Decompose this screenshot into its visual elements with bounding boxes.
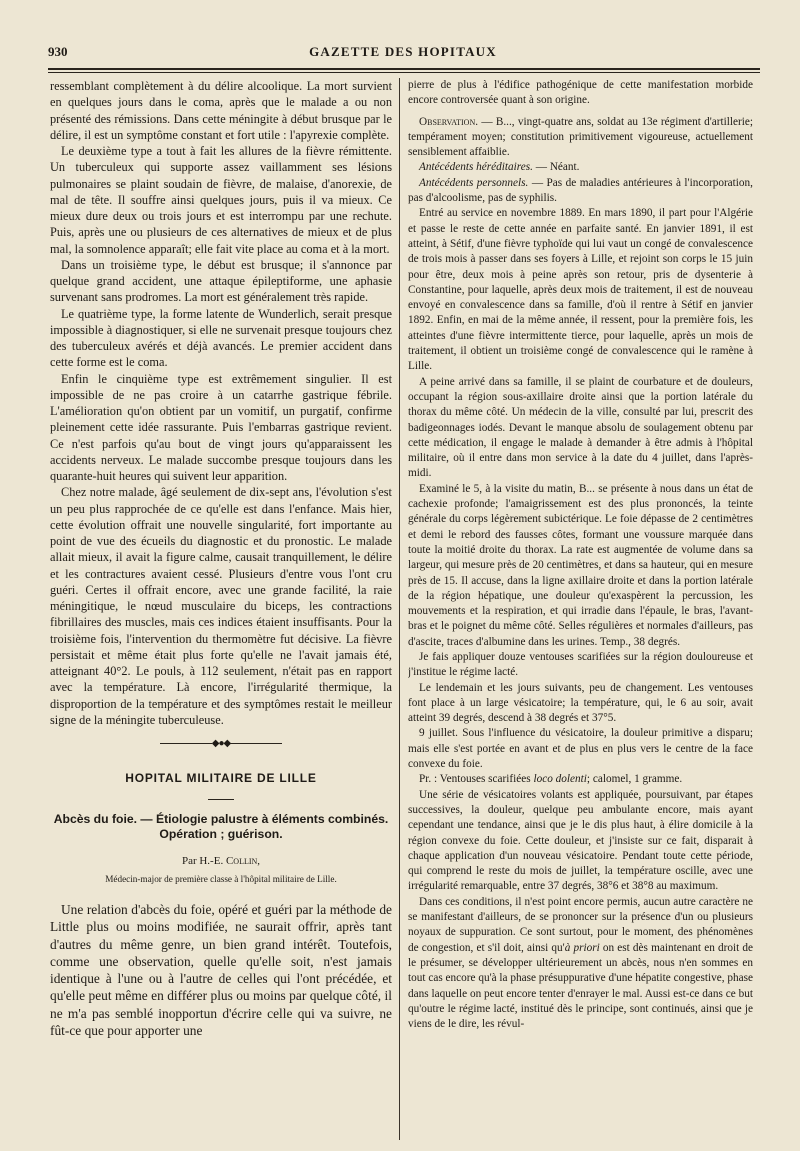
paragraph: Le quatrième type, la forme latente de Wunderlich, serait presque impossible à diagnostiquer, si elle ne survenait presque toujours chez des tuberculeux avérés et déjà avancés. Le premier accident dans cette forme est le coma. [50,306,392,370]
paragraph: Le deuxième type a tout à fait les allures de la fièvre rémittente. Un tuberculeux qui supporte assez vaillamment ses lésions pulmonaires se plaint soudain de fièvre, de malaise, d'anorexie, de mal de tête. Il souffre ainsi quelques jours, puis il va mieux. Ce mieux dure deux ou trois jours et est interrompu par une rechute. Puis, après une ou plusieurs de ces alternatives de mieux et de plus mal, la somnolence apparaît; elle fait vite place au coma et à la mort. [50,144,392,256]
article-title: Abcès du foie. — Étiologie palustre à éléments combinés. Opération ; guérison. [53,811,389,841]
journal-title: GAZETTE DES HOPITAUX [309,44,497,59]
pr-prefix: Pr. : Ventouses scarifiées [419,773,534,786]
paragraph [408,895,753,1033]
page-number: 930 [48,44,68,59]
left-column [50,78,392,1138]
antecedents-personnels [408,176,753,207]
right-column [408,78,753,1138]
page-header [48,44,758,64]
author-line [50,853,392,869]
paragraph: Chez notre malade, âgé seulement de dix-sept ans, l'évolution s'est un peu plus rapprochée de ce qu'elle est dans l'enfance. Mais hier, cette évolution offrait une nouvelle singularité, fort importante au point de vue des écueils du diagnostic et du pronostic. Le malade allait mieux, il avait la figure calme, causait tranquillement, le délire et les contractures avaient cessé. Plusieurs d'entre vous l'ont cru guéri. Certes il offrait encore, avec une grande facilité, la raie méningitique, le nœud musculaire du biceps, les contractions fibrillaires des muscles, mais ces indices étaient insuffisants. Pour la troisième fois, l'intervention du thermomètre fut décisive. La fièvre persistait et même était plus forte qu'elle ne l'avait jamais été, atteignant 40°2. Le pouls, à 112 seulement, n'était pas en rapport avec la température. Là encore, l'irrégularité thermique, la disproportion de la température et des symptômes restait le meilleur signe de la méningite tuberculeuse. [50,485,392,727]
paragraph: Le lendemain et les jours suivants, peu de changement. Les ventouses font place à un large vésicatoire; la température, qui, le 6 au soir, avait atteint 39 degrés, descend à 38 degrés et 37°5. [408,681,753,725]
paragraph: Je fais appliquer douze ventouses scarifiées sur la région douloureuse et j'institue le régime lacté. [408,650,753,679]
observation-label: Observation. [419,115,479,128]
pr-italic: loco dolenti [533,773,587,786]
author-name: Collin, [225,854,261,867]
author-affiliation: Médecin-major de première classe à l'hôpital militaire de Lille. [105,873,337,884]
lead-paragraph: Une relation d'abcès du foie, opéré et guéri par la méthode de Little plus ou moins modifiée, ne saurait offrir, après tant d'autres du même genre, un bien grand intérêt. Toutefois, comme une observation, quelle qu'elle soit, n'est jamais identique à l'une ou à l'autre de celles qui l'ont précédée, et qu'elle peut même en différer plus ou moins par quelque côté, il ne m'a pas semblé inopportun d'écrire celle qui va suivre, ne fût-ce que pour apporter une [50,902,392,1039]
paragraph: A peine arrivé dans sa famille, il se plaint de courbature et de douleurs, occupant la région sous-axillaire droite ainsi que la portion latérale du thorax du même côté. Un médecin de la ville, consulté par lui, prescrit des badigeonnages iodés. Devant le manque absolu de soulagement obtenu par cette médication, il engage le malade à demander à être admis à l'hôpital militaire, où il entre dans mon service à la date du 4 juillet, dans l'après-midi. [408,375,753,480]
section-ornament: ◆●◆ [50,736,392,752]
prescription-paragraph [408,772,753,787]
dans-b: on est dès maintenant en droit de le présumer, se développer ultérieurement un abcès, nous n'en sommes en tout cas encore qu'à la phase présuppurative d'une hépatite congestive, phase dans laquelle on peut encore tenter d'enrayer le mal. Aussi est-ce dans ce but qu'outre le régime lacté, institué dès le principe, sont continués, ainsi que je viens de le dire, les révul- [408,941,753,1031]
paragraph: 9 juillet. Sous l'influence du vésicatoire, la douleur primitive a disparu; mais elle s'est portée en avant et de plus en plus vers le centre de la face convexe du foie. [408,727,753,771]
paragraph: Examiné le 5, à la visite du matin, B... se présente à nous dans un état de cachexie profonde; l'amaigrissement est des plus prononcés, la teinte générale du corps légèrement subictérique. Le foie dépasse de 2 centimètres et demi le rebord des fausses côtes, formant une voussure marquée dans toute la moitié droite du thorax. La rate est augmentée de volume dans sa largeur, qui mesure près de 20 centimètres, et dans sa hauteur, qui en mesure près de 15. Il accuse, dans la ligne axillaire droite et dans la portion latérale de la région hépatique, une douleur qu'exaspèrent la percussion, les mouvements et la respiration, et qui irradie dans l'épaule, le bras, l'avant-bras et le poignet du même côté. Selles régulières et normales d'ailleurs, pas d'ascite, traces d'albumine dans les urines. Temp., 38 degrés. [408,482,753,648]
header-rule-thin [48,72,760,73]
dans-italic: à priori [564,941,600,954]
header-rule [48,68,760,70]
paragraph: ressemblant complètement à du délire alcoolique. La mort survient en quelques jours dans le coma, après que le malade a ou non présenté des rémissions. Dans cette méningite à début brusque par le délire, il est un symptôme constant et fort utile : l'apyrexie complète. [50,79,392,142]
observation-text: — B..., vingt-quatre ans, soldat au 13e régiment d'artillerie; tempérament moyen; constitution primitivement vigoureuse, actuellement sensiblement affaiblie. [408,115,753,159]
section-title: HOPITAL MILITAIRE DE LILLE [125,771,317,786]
pr-suffix: ; calomel, 1 gramme. [586,773,683,786]
section-rule [208,799,234,800]
antecedents-hereditaires [408,160,753,175]
paragraph: Dans un troisième type, le début est brusque; il s'annonce par quelque grand accident, une attaque épileptiforme, une aphasie survenant sans prodromes. La mort est généralement très rapide. [50,257,392,305]
antecedents-pers-label: Antécédents personnels. [419,176,529,189]
antecedents-hered-text: — Néant. [532,161,580,174]
antecedents-pers-text: — Pas de maladies antérieures à l'incorporation, pas d'alcoolisme, pas de syphilis. [408,176,753,205]
column-divider [399,78,400,1140]
dans-a: Dans ces conditions, il n'est point encore permis, aucun autre caractère ne se manifestant d'ailleurs, de se prononcer sur la présence d'un ou plusieurs noyaux de suppuration. Ce sont surtout, pour le moment, des phénomènes de congestion, et s'il doit, ainsi qu' [408,895,753,954]
paragraph: Entré au service en novembre 1889. En mars 1890, il part pour l'Algérie et passe le reste de cette année en parfaite santé. En janvier 1891, il est atteint, à Sétif, d'une fièvre typhoïde qui lui vaut un congé de convalescence de trois mois à passer dans ses foyers à Lille, et rejoint son corps le 15 juin pour être, deux mois à peine après son retour, pris de dysenterie à Constantine, pour laquelle, après deux mois de traitement, il est de nouveau envoyé en convalescence dans sa famille, d'où il rentre à Sétif en janvier 1892. Enfin, en mai de la même année, il ressent, pour la première fois, les atteintes d'une fièvre intermittente tierce, pour laquelle, après un mois de traitement, il obtient un troisième congé de convalescence qui le ramène à Lille. [408,207,753,373]
author-prefix: Par H.-E. [181,854,226,867]
observation-paragraph [408,115,753,161]
paragraph: Enfin le cinquième type est extrêmement singulier. Il est impossible de ne pas croire à un catarrhe gastrique fébrile. L'amélioration qu'on obtient par un vomitif, un purgatif, confirme pleinement cette idée rassurante. Puis l'embarras gastrique revient. Ce n'est parfois qu'au bout de vingt jours qu'apparaissent les accidents nerveux. Le malade succombe presque toujours dans les quarante-huit heures qui suivent leur apparition. [50,371,392,483]
antecedents-hered-label: Antécédents héréditaires. [419,161,533,174]
paragraph: Une série de vésicatoires volants est appliquée, poursuivant, par étapes successives, la douleur, quelque peu ambulante encore, mais ayant cependant une tendance, ainsi que je le dis plus haut, à élire domicile à la région convexe du foie. Cette douleur, et j'insiste sur ce fait, disparait à chaque application d'un nouveau vésicatoire. Pendant toute cette période, qui comprend le reste du mois de juillet, la température oscille, avec une irrégularité remarquable, entre 37 degrés, 38°6 et 38°8 au maximum. [408,788,753,893]
paragraph: pierre de plus à l'édifice pathogénique de cette manifestation morbide encore controversée quant à son origine. [408,79,753,107]
